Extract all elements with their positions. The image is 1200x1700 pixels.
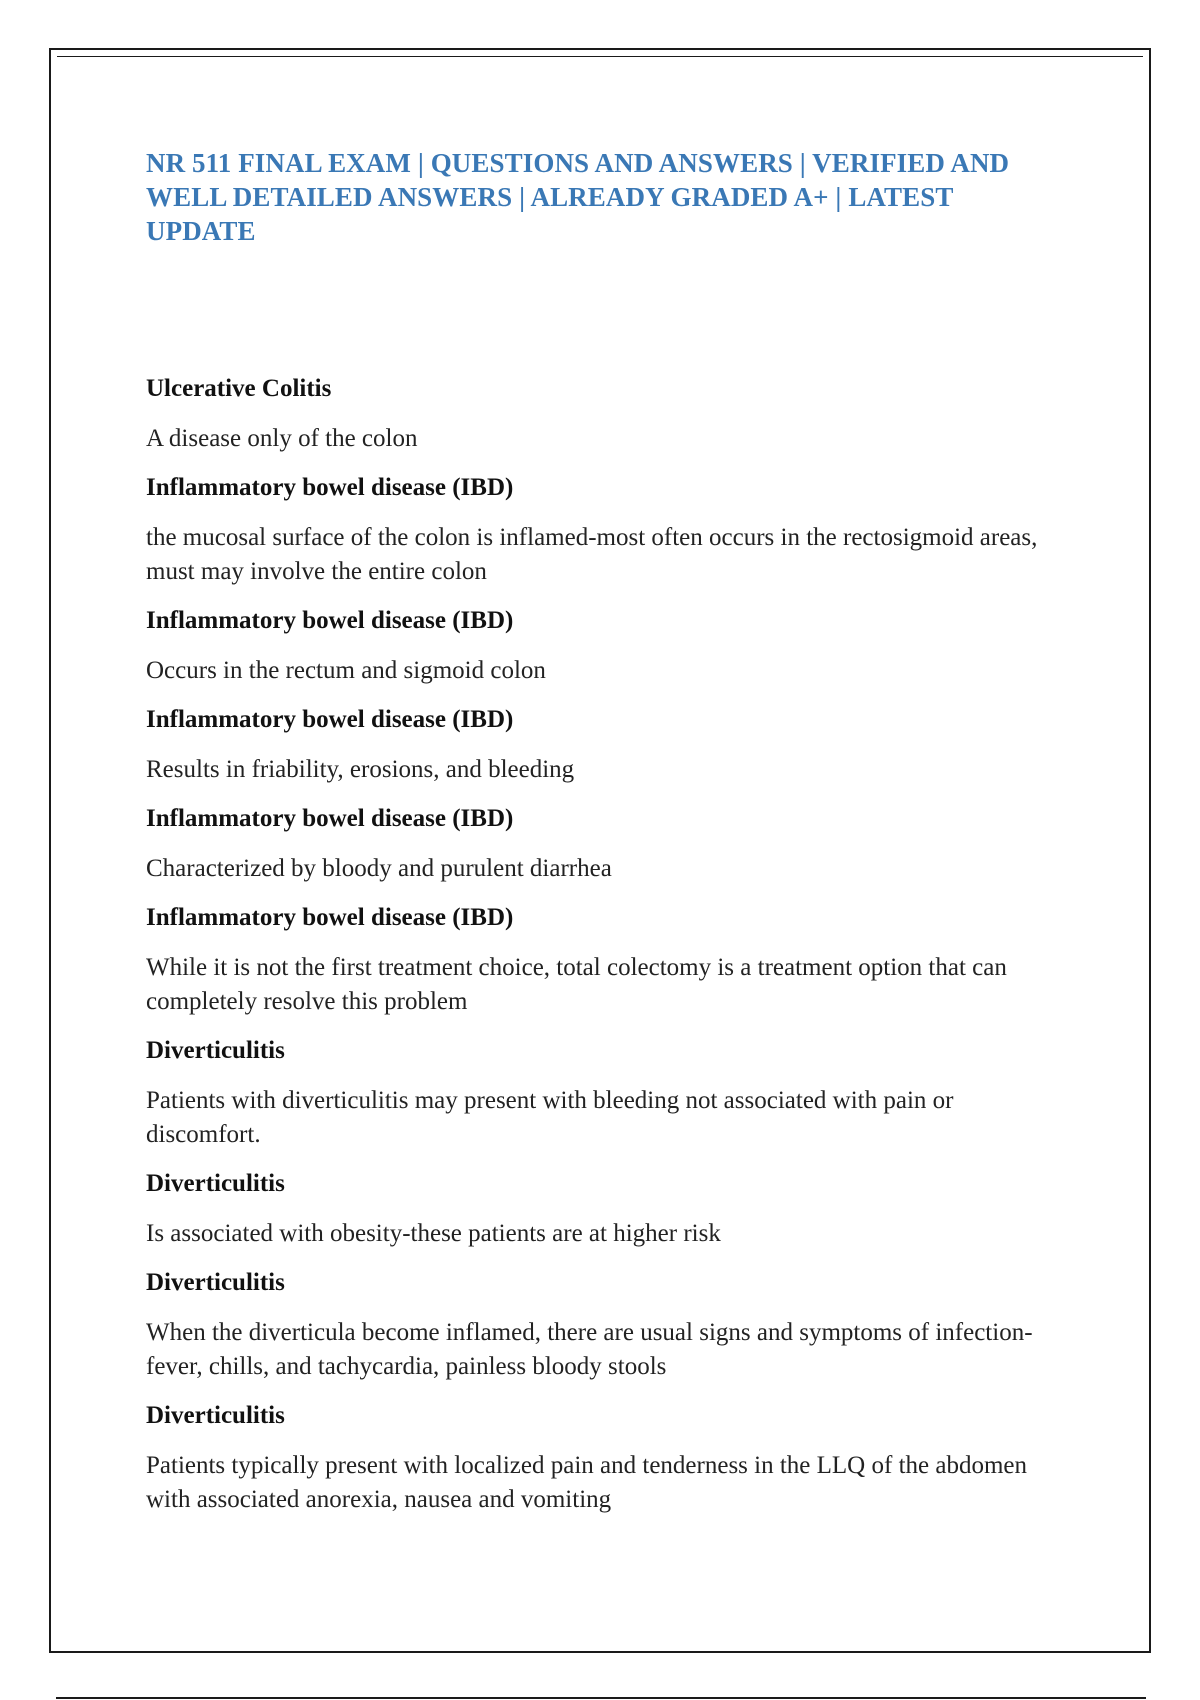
qa-item bbox=[146, 703, 1066, 787]
definition: Is associated with obesity-these patients are at higher risk bbox=[146, 1220, 721, 1247]
term: Inflammatory bowel disease (IBD) bbox=[146, 607, 514, 634]
qa-item bbox=[146, 1266, 1066, 1384]
qa-item bbox=[146, 604, 1066, 688]
term: Inflammatory bowel disease (IBD) bbox=[146, 904, 514, 931]
term: Inflammatory bowel disease (IBD) bbox=[146, 474, 514, 501]
definition: Patients with diverticulitis may present with bleeding not associated with pain or discomfort. bbox=[146, 1087, 954, 1148]
definition: A disease only of the colon bbox=[146, 425, 418, 452]
definition: Patients typically present with localized pain and tenderness in the LLQ of the abdomen with associated anorexia, nausea and vomiting bbox=[146, 1452, 1027, 1513]
definition: Results in friability, erosions, and bleeding bbox=[146, 756, 575, 783]
term: Diverticulitis bbox=[146, 1170, 285, 1197]
term: Ulcerative Colitis bbox=[146, 375, 332, 402]
term: Inflammatory bowel disease (IBD) bbox=[146, 706, 514, 733]
qa-list bbox=[146, 372, 1066, 1517]
frame-top-rule bbox=[57, 56, 1143, 57]
term: Diverticulitis bbox=[146, 1037, 285, 1064]
document-body bbox=[146, 146, 1066, 1532]
definition: Characterized by bloody and purulent diarrhea bbox=[146, 855, 612, 882]
definition: While it is not the first treatment choice, total colectomy is a treatment option that can completely resolve this problem bbox=[146, 954, 1007, 1015]
next-page-top-rule bbox=[56, 1697, 1146, 1699]
qa-item bbox=[146, 471, 1066, 589]
definition: the mucosal surface of the colon is inflamed-most often occurs in the rectosigmoid areas, must may involve the entire colon bbox=[146, 524, 1038, 585]
qa-item bbox=[146, 901, 1066, 1019]
qa-item bbox=[146, 1034, 1066, 1152]
document-title: NR 511 FINAL EXAM | QUESTIONS AND ANSWERS | VERIFIED AND WELL DETAILED ANSWERS | ALREADY GRADED A+ | LATEST UPDATE bbox=[146, 148, 1010, 246]
definition: Occurs in the rectum and sigmoid colon bbox=[146, 657, 546, 684]
qa-item bbox=[146, 1399, 1066, 1517]
definition: When the diverticula become inflamed, there are usual signs and symptoms of infection-fever, chills, and tachycardia, painless bloody stools bbox=[146, 1319, 1033, 1380]
term: Diverticulitis bbox=[146, 1269, 285, 1296]
qa-item bbox=[146, 1167, 1066, 1251]
term: Diverticulitis bbox=[146, 1402, 285, 1429]
term: Inflammatory bowel disease (IBD) bbox=[146, 805, 514, 832]
qa-item bbox=[146, 372, 1066, 456]
qa-item bbox=[146, 802, 1066, 886]
